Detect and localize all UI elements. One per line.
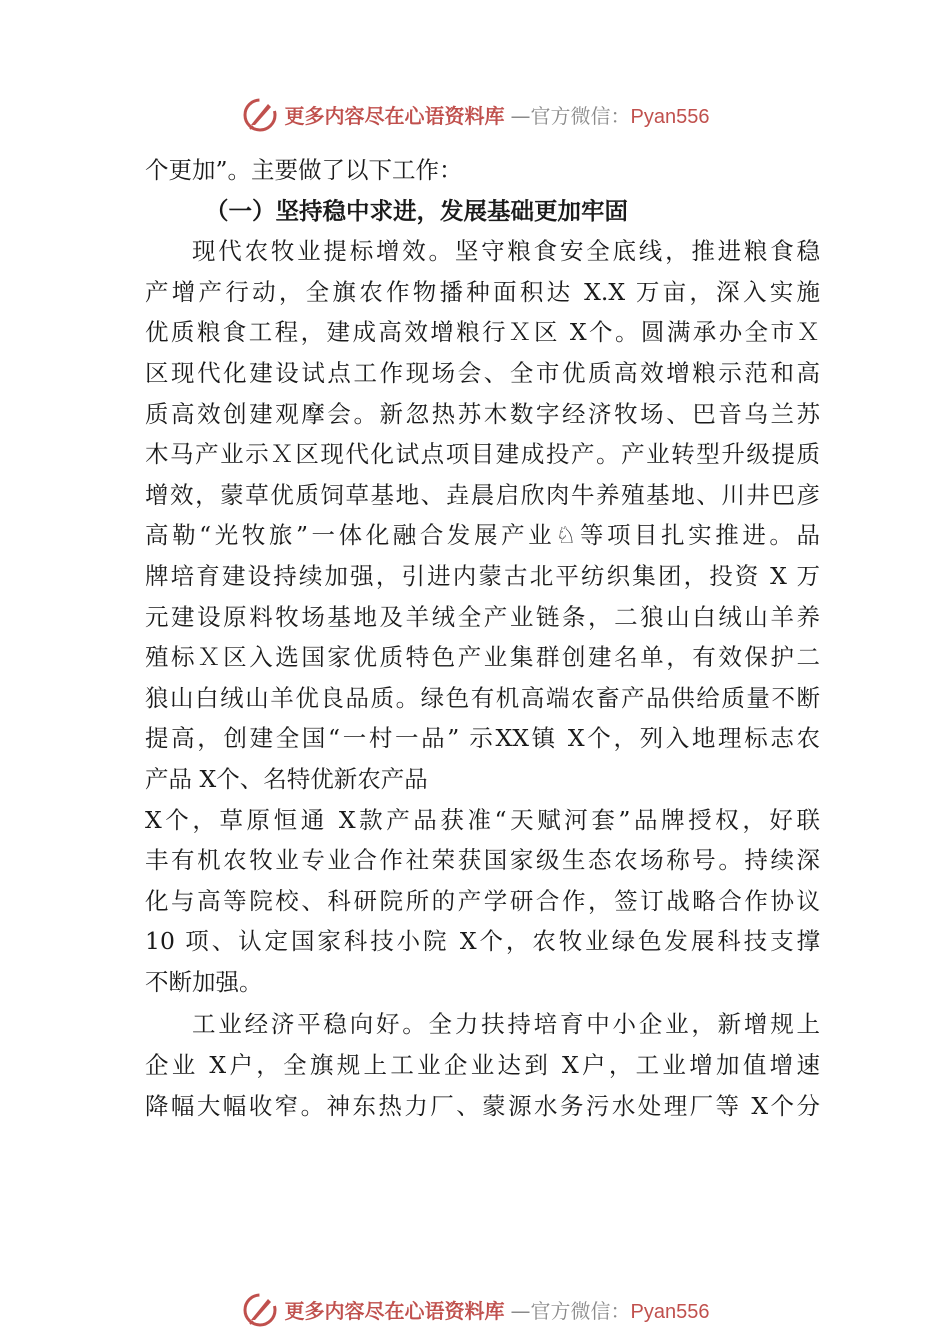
text-line: 区现代化建设试点工作现场会、全市优质高效增粮示范和高 <box>145 358 820 387</box>
text-line: 降幅大幅收窄。神东热力厂、蒙源水务污水处理厂等 X个分 <box>145 1091 820 1120</box>
text-line: 10 项、认定国家科技小院 X个，农牧业绿色发展科技支撑 <box>145 927 820 956</box>
text-line: 不断加强。 <box>145 967 263 996</box>
watermark-wechat-id: Pyan556 <box>630 1300 710 1323</box>
text-line: 牌培育建设持续加强，引进内蒙古北平纺织集团，投资 X 万 <box>145 561 820 590</box>
text-line: 增效，蒙草优质饲草基地、垚晨启欣肉牛养殖基地、川井巴彦 <box>145 480 820 509</box>
text-line: 殖标Ｘ区入选国家优质特色产业集群创建名单，有效保护二 <box>145 643 820 672</box>
watermark-red-text: 更多内容尽在心语资料库 <box>284 103 505 128</box>
text-line: 高勒“光牧旅”一体化融合发展产业♘等项目扎实推进。品 <box>145 521 820 550</box>
text-line: 提高，创建全国“一村一品” 示XX镇 X个，列入地理标志农 <box>145 724 820 753</box>
quill-circle-logo-icon <box>241 95 279 133</box>
text-line: 元建设原料牧场基地及羊绒全产业链条，二狼山白绒山羊养 <box>145 602 820 631</box>
watermark-header <box>0 94 950 134</box>
text-line: 现代农牧业提标增效。坚守粮食安全底线，推进粮食稳 <box>192 237 820 266</box>
section-heading: （一）坚持稳中求进，发展基础更加牢固 <box>205 196 628 225</box>
text-line: X个，草原恒通 X款产品获准“天赋河套”品牌授权，好联 <box>145 805 820 834</box>
watermark-gray-text <box>511 1295 710 1324</box>
text-line: 化与高等院校、科研院所的产学研合作，签订战略合作协议 <box>145 886 820 915</box>
watermark-wechat-id: Pyan556 <box>630 105 710 128</box>
watermark-wechat-label: —官方微信： <box>510 1298 631 1323</box>
text-line: 质高效创建观摩会。新忽热苏木数字经济牧场、巴音乌兰苏 <box>145 399 820 428</box>
watermark-gray-text <box>511 100 710 129</box>
watermark-footer <box>0 1289 950 1329</box>
text-line: 丰有机农牧业专业合作社荣获国家级生态农场称号。持续深 <box>145 846 820 875</box>
watermark-red-text: 更多内容尽在心语资料库 <box>284 1298 505 1323</box>
text-line: 个更加”。主要做了以下工作： <box>145 156 463 184</box>
text-line: 木马产业示Ｘ区现代化试点项目建成投产。产业转型升级提质 <box>145 440 820 469</box>
text-line: 优质粮食工程，建成高效增粮行Ｘ区 X个。圆满承办全市Ｘ <box>145 318 820 347</box>
text-line: 企业 X户，全旗规上工业企业达到 X户，工业增加值增速 <box>145 1051 820 1080</box>
text-line: 产增产行动，全旗农作物播种面积达 X.X 万亩，深入实施 <box>145 277 820 306</box>
text-line: 狼山白绒山羊优良品质。绿色有机高端农畜产品供给质量不断 <box>145 683 820 712</box>
document-body <box>145 150 820 1126</box>
text-line: 产品 X个、名特优新农产品 <box>145 764 428 793</box>
quill-circle-logo-icon <box>241 1290 279 1328</box>
text-line: 工业经济平稳向好。全力扶持培育中小企业，新增规上 <box>192 1010 820 1039</box>
watermark-wechat-label: —官方微信： <box>510 103 631 128</box>
